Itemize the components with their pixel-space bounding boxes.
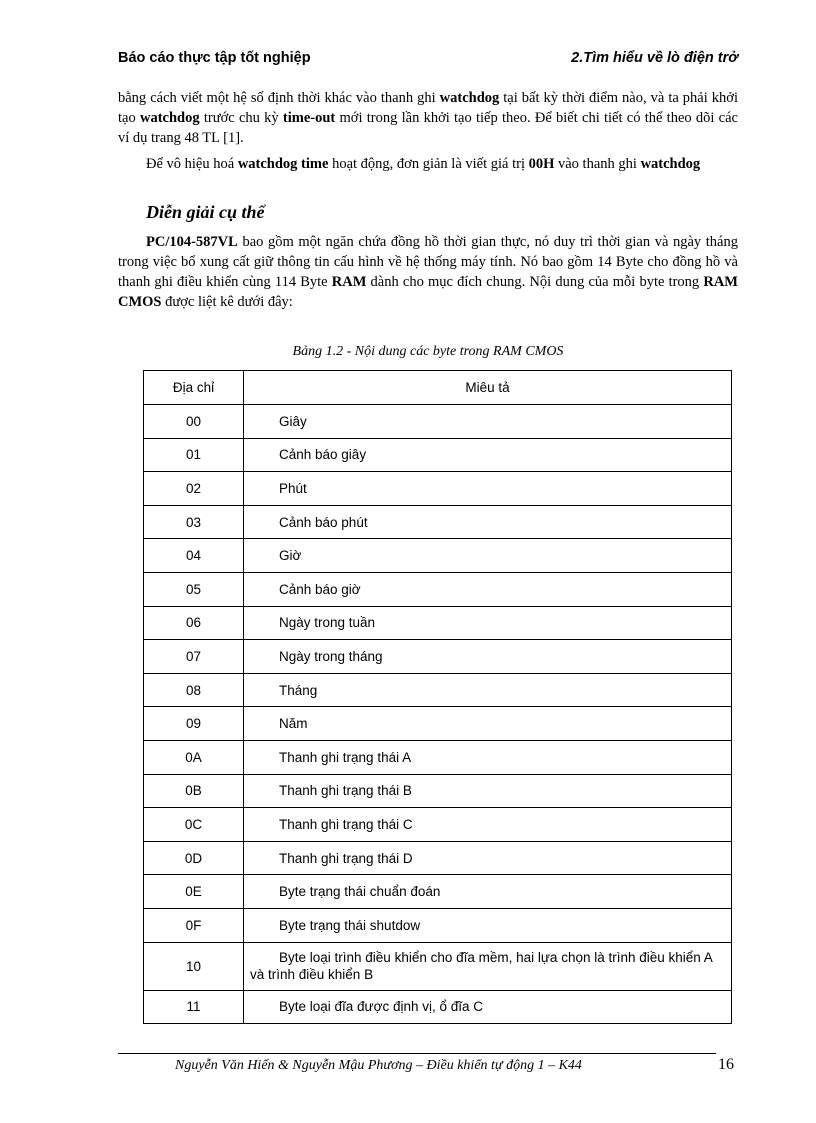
- table-row: [144, 808, 732, 842]
- text: bằng cách viết một hệ số định thời khác vào thanh ghi: [118, 90, 440, 106]
- bold-term: watchdog: [640, 156, 701, 172]
- table-header-row: [144, 371, 732, 405]
- cell-address: 0E: [144, 875, 244, 909]
- cell-description: Thanh ghi trạng thái A: [244, 740, 732, 774]
- table-row: [144, 740, 732, 774]
- table-caption: Bảng 1.2 - Nội dung các byte trong RAM CMOS: [292, 344, 564, 359]
- table-row: [144, 908, 732, 942]
- table-row: [144, 841, 732, 875]
- cell-address: 00: [144, 405, 244, 439]
- cell-description: Phút: [244, 472, 732, 506]
- cell-address: 04: [144, 539, 244, 573]
- cell-description: Byte loại trình điều khiển cho đĩa mềm, hai lựa chọn là trình điều khiển A và trình điều khiển B: [250, 950, 713, 982]
- cell-description: Ngày trong tuần: [244, 606, 732, 640]
- footer-authors: Nguyễn Văn Hiến & Nguyễn Mậu Phương – Điều khiển tự động 1 – K44: [175, 1058, 582, 1073]
- bold-term: watchdog time: [237, 156, 329, 172]
- text: được liệt kê dưới đây:: [161, 294, 293, 310]
- header-left-title: Báo cáo thực tập tốt nghiệp: [118, 50, 311, 66]
- page-number: 16: [718, 1056, 734, 1073]
- text: dành cho mục đích chung. Nội dung của mỗi byte trong: [366, 274, 704, 290]
- cell-description: Thanh ghi trạng thái B: [244, 774, 732, 808]
- cell-description: Byte trạng thái chuẩn đoán: [244, 875, 732, 909]
- text: vào thanh ghi: [554, 156, 641, 172]
- table-row: [144, 673, 732, 707]
- bold-term: watchdog: [439, 90, 500, 106]
- cell-address: 03: [144, 505, 244, 539]
- cell-address: 0A: [144, 740, 244, 774]
- table-row: [144, 990, 732, 1024]
- table-row: [144, 942, 732, 990]
- cell-description: Giây: [244, 405, 732, 439]
- cell-description: Cảnh báo giờ: [244, 572, 732, 606]
- cell-description: Thanh ghi trạng thái C: [244, 808, 732, 842]
- cell-description: Thanh ghi trạng thái D: [244, 841, 732, 875]
- table-row: [144, 572, 732, 606]
- table-row: [144, 707, 732, 741]
- table-row: [144, 505, 732, 539]
- text: tại bất kỳ thời điểm nào, và ta phải khởi tạo: [118, 90, 738, 126]
- cell-address: 06: [144, 606, 244, 640]
- cmos-table: [143, 370, 732, 1024]
- cell-address: 08: [144, 673, 244, 707]
- cell-address: 05: [144, 572, 244, 606]
- text: mới trong lần khởi tạo tiếp theo. Để biết chi tiết có thể theo dõi các ví dụ trang 48 TL [1].: [118, 110, 738, 146]
- paragraph-cmos-description: [118, 232, 738, 312]
- text: hoạt động, đơn giản là viết giá trị: [328, 156, 529, 172]
- paragraph-watchdog-reset: [118, 88, 738, 148]
- cell-description: Cảnh báo giây: [244, 438, 732, 472]
- bold-term: watchdog: [139, 110, 200, 126]
- paragraph-watchdog-disable: [118, 154, 738, 174]
- table-row: [144, 774, 732, 808]
- cell-address: 0F: [144, 908, 244, 942]
- table-row: [144, 405, 732, 439]
- cell-address: 07: [144, 640, 244, 674]
- table-row: [144, 539, 732, 573]
- header-address: Địa chỉ: [144, 371, 244, 405]
- text: Để vô hiệu hoá: [146, 156, 238, 172]
- cell-address: 0D: [144, 841, 244, 875]
- page-header: [118, 50, 738, 72]
- cell-description-wrapped: [244, 942, 732, 990]
- text: trước chu kỳ: [199, 110, 283, 126]
- table-row: [144, 606, 732, 640]
- bold-term: time-out: [282, 110, 336, 126]
- cell-description: Byte trạng thái shutdow: [244, 908, 732, 942]
- cell-address: 0B: [144, 774, 244, 808]
- cell-address: 01: [144, 438, 244, 472]
- cell-description: Byte loại đĩa được định vị, ổ đĩa C: [244, 990, 732, 1024]
- footer-divider: [118, 1053, 716, 1054]
- cell-address: 02: [144, 472, 244, 506]
- bold-term: RAM CMOS: [118, 274, 738, 310]
- cell-address: 10: [144, 942, 244, 990]
- table-row: [144, 640, 732, 674]
- table-body: [144, 405, 732, 1024]
- header-description: Miêu tả: [244, 371, 732, 405]
- cell-address: 09: [144, 707, 244, 741]
- cell-address: 0C: [144, 808, 244, 842]
- table-row: [144, 472, 732, 506]
- cell-address: 11: [144, 990, 244, 1024]
- table-row: [144, 438, 732, 472]
- cell-description: Ngày trong tháng: [244, 640, 732, 674]
- cell-description: Năm: [244, 707, 732, 741]
- text: bao gồm một ngăn chứa đồng hồ thời gian thực, nó duy trì thời gian và ngày tháng trong việc bổ xung cất giữ thông tin cấu hình về hệ thống máy tính. Nó bao gồm 14 Byte cho đồng hồ và thanh ghi điều khiển cùng 114 Byte: [118, 234, 738, 290]
- bold-term: 00H: [528, 156, 555, 172]
- header-right-title: 2.Tìm hiểu về lò điện trở: [571, 50, 738, 66]
- bold-term: RAM: [331, 274, 367, 290]
- section-heading: Diễn giải cụ thể: [146, 202, 265, 222]
- cell-description: Giờ: [244, 539, 732, 573]
- table-row: [144, 875, 732, 909]
- bold-term: PC/104-587VL: [146, 234, 238, 250]
- cell-description: Cảnh báo phút: [244, 505, 732, 539]
- cell-description: Tháng: [244, 673, 732, 707]
